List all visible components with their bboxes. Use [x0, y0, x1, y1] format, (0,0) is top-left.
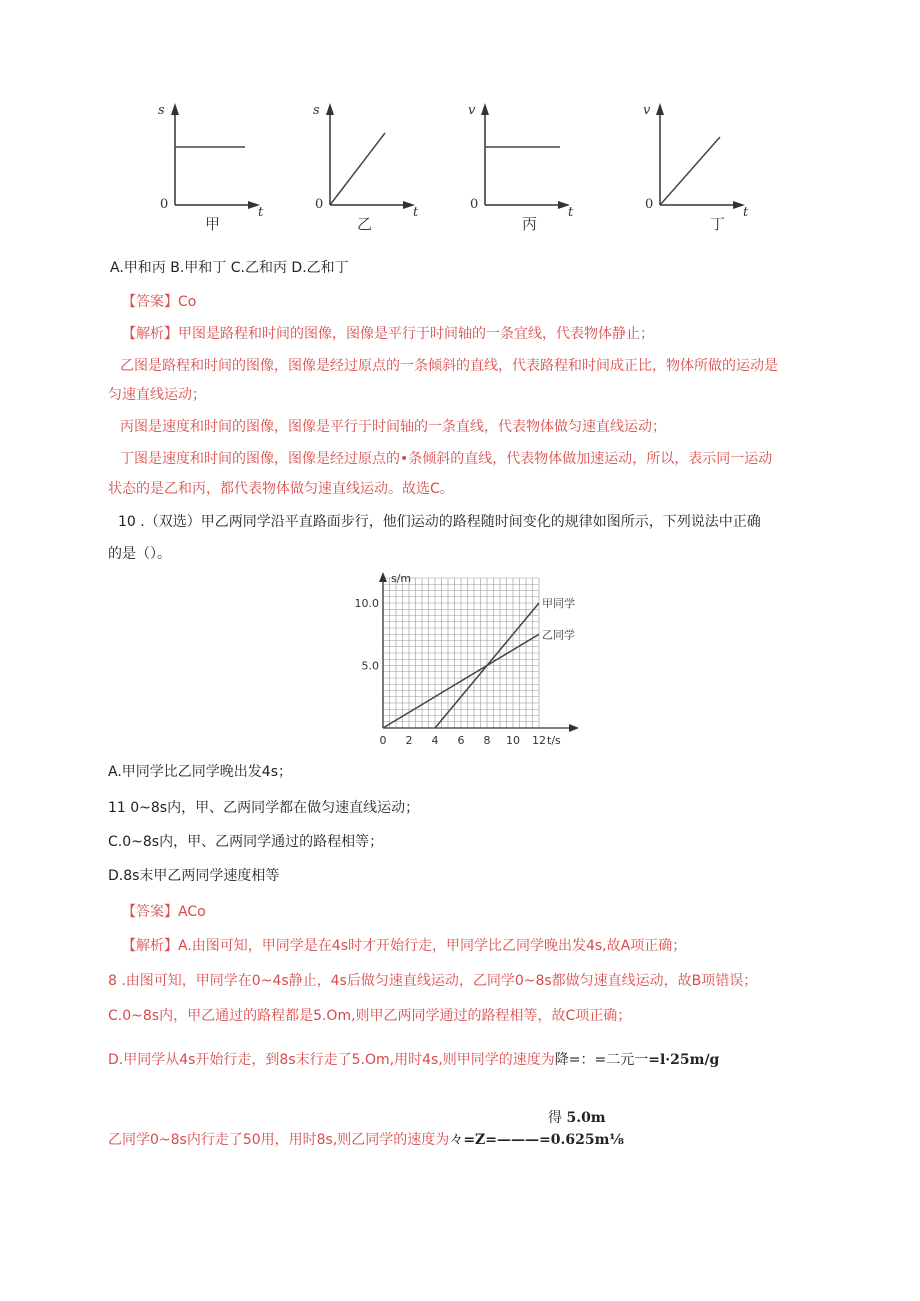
- q10-analysis-5-top-value: 5.0m: [566, 1110, 606, 1126]
- graph-jia-xlabel: t: [258, 205, 264, 220]
- q10-chart-svg: [345, 570, 595, 755]
- q10-stem-2: 的是（）。: [108, 546, 171, 562]
- x-tick-label: 2: [405, 734, 413, 747]
- q9-analysis-6: 状态的是乙和丙，都代表物体做匀速直线运动。故选C。: [108, 481, 454, 497]
- q10-analysis-4: [108, 1050, 719, 1070]
- q10-analysis-5: [108, 1130, 624, 1150]
- x-tick-label: 6: [457, 734, 465, 747]
- graph-ding-xlabel: t: [743, 205, 749, 220]
- series-label-1: 乙同学: [542, 628, 575, 642]
- y-axis-arrow: [379, 572, 387, 582]
- q10-analysis-5-top: [548, 1108, 606, 1128]
- q9-analysis-3: 匀速直线运动；: [108, 387, 206, 403]
- q10-analysis-5-text: 乙同学0~8s内行走了50用，用时8s,则乙同学的速度为: [108, 1132, 450, 1148]
- graph-jia-name: 甲: [205, 215, 221, 233]
- x-tick-label: 0: [379, 734, 387, 747]
- y-tick-label: 10.0: [354, 597, 379, 610]
- q9-analysis-4: 丙图是速度和时间的图像，图像是平行于时间轴的一条直线，代表物体做匀速直线运动；: [120, 419, 666, 435]
- q10-analysis-3: C.0~8s内，甲乙通过的路程都是5.Om,则甲乙两同学通过的路程相等，故C项正确；: [108, 1008, 632, 1024]
- q10-answer: 【答案】ACo: [122, 904, 206, 920]
- q9-analysis-5: 丁图是速度和时间的图像，图像是经过原点的•条倾斜的直线，代表物体做加速运动，所以，表示同一运动: [120, 451, 773, 467]
- graph-yi-origin: 0: [315, 197, 324, 212]
- q10-option-c: C.0~8s内，甲、乙两同学通过的路程相等；: [108, 834, 384, 850]
- graph-jia-ylabel: s: [158, 103, 165, 118]
- series-label-0: 甲同学: [542, 597, 575, 610]
- graph-ding-origin: 0: [645, 197, 654, 212]
- graph-bing: [450, 95, 574, 240]
- graph-yi-name: 乙: [357, 215, 373, 233]
- graph-bing-ylabel: v: [468, 103, 476, 118]
- graph-jia-origin: 0: [160, 197, 169, 212]
- q10-option-a: A.甲同学比乙同学晚出发4s；: [108, 764, 292, 780]
- q9-analysis-2: 乙图是路程和时间的图像，图像是经过原点的一条倾斜的直线，代表路程和时间成正比，物体所做的运动是: [120, 358, 778, 374]
- graph-ding-name: 丁: [710, 215, 726, 233]
- graph-yi: [295, 95, 419, 240]
- graph-yi-line: [330, 133, 385, 205]
- graph-yi-ylabel: s: [313, 103, 320, 118]
- x-axis-label: t/s: [547, 734, 561, 747]
- y-axis-label: s/m: [391, 572, 412, 585]
- graph-ding: [625, 95, 749, 240]
- x-axis-arrow: [569, 724, 579, 732]
- graph-bing-origin: 0: [470, 197, 479, 212]
- q10-analysis-4-result: =l·25m∕g: [648, 1052, 720, 1068]
- x-tick-label: 12: [532, 734, 546, 747]
- graph-bing-xlabel: t: [568, 205, 574, 220]
- graph-jia: [140, 95, 264, 240]
- q10-analysis-5-result: =Z=———=0.625m⅛: [463, 1132, 624, 1148]
- q10-stem-1: 10 .（双选）甲乙两同学沿平直路面步行，他们运动的路程随时间变化的规律如图所示，下列说法中正确: [118, 514, 761, 530]
- q10-analysis-2: 8 .由图可知，甲同学在0~4s静止，4s后做匀速直线运动，乙同学0~8s都做匀速直线运动，故B项错误；: [108, 973, 758, 989]
- q10-analysis-4-formula: 降=：=二元一: [554, 1052, 649, 1068]
- x-tick-label: 4: [431, 734, 439, 747]
- graph-bing-name: 丙: [522, 215, 538, 233]
- q9-analysis-1: 【解析】甲图是路程和时间的图像，图像是平行于时间轴的一条宜线，代表物体静止；: [122, 326, 654, 342]
- graph-ding-ylabel: v: [643, 103, 651, 118]
- graph-ding-line: [660, 137, 720, 205]
- q10-analysis-5-formula: 々: [449, 1132, 464, 1148]
- x-tick-label: 10: [506, 734, 520, 747]
- q10-option-b: 11 0~8s内，甲、乙两同学都在做匀速直线运动；: [108, 800, 420, 816]
- q9-options: A.甲和丙 B.甲和丁 C.乙和丙 D.乙和丁: [110, 260, 349, 276]
- graph-yi-xlabel: t: [413, 205, 419, 220]
- q10-analysis-4-text: D.甲同学从4s开始行走，到8s末行走了5.Om,用时4s,则甲同学的速度为: [108, 1052, 555, 1068]
- q10-analysis-5-top-char: 得: [548, 1110, 562, 1126]
- y-tick-label: 5.0: [361, 659, 379, 673]
- q10-option-d: D.8s末甲乙两同学速度相等: [108, 868, 280, 884]
- q10-chart: [345, 570, 595, 755]
- x-tick-label: 8: [483, 734, 491, 747]
- motion-graphs: [140, 95, 780, 240]
- q9-answer: 【答案】Co: [122, 294, 197, 310]
- q10-analysis-1: 【解析】A.由图可知，甲同学是在4s时才开始行走，甲同学比乙同学晚出发4s,故A项正确；: [122, 938, 687, 954]
